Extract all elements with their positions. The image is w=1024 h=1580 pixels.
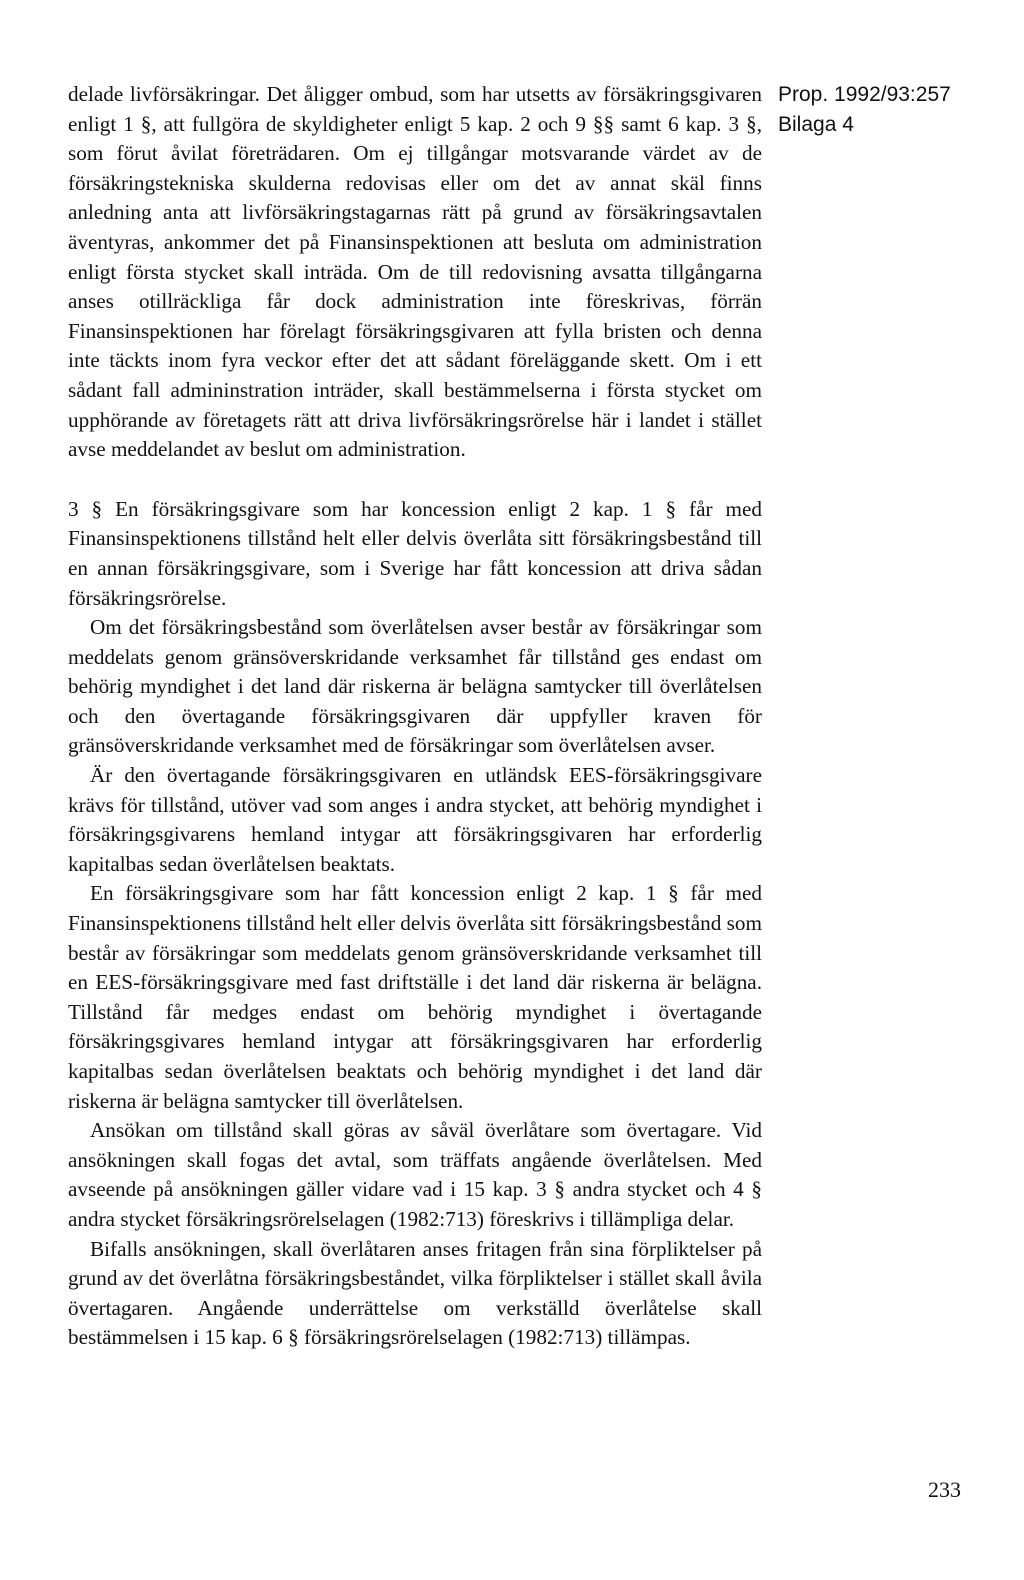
page-number: 233 [928, 1477, 961, 1502]
margin-reference [778, 80, 951, 139]
paragraph-application: Ansökan om tillstånd skall göras av såväl överlåtare som övertagare. Vid ansökningen skall fogas det avtal, som träffats angående överlåtelsen. Med avseende på ansökningen gäller vidare vad i 15 kap. 3 § andra stycket och 4 § andra stycket försäkringsrörelselagen (1982:713) föreskrivs i tillämpliga delar. [68, 1118, 762, 1231]
paragraph-continued: delade livförsäkringar. Det åligger ombud, som har utsetts av försäkringsgivaren enligt 1 §, att fullgöra de skyldigheter enligt 5 kap. 2 och 9 §§ samt 6 kap. 3 §, som förut åvilat företrädaren. Om ej tillgångar motsvarande värdet av de försäkringstekniska skulderna redovisas eller om det av annat skäl finns anledning anta att livförsäkringstagarnas rätt på grund av försäkringsavtalen äventyras, ankommer det på Finansinspektionen att besluta om administration enligt första stycket skall inträda. Om de till redovisning avsatta tillgångarna anses otillräckliga får dock administration inte föreskrivas, förrän Finansinspektionen har förelagt försäkringsgivaren att fylla bristen och denna inte täckts inom fyra veckor efter det att sådant föreläggande skett. Om i ett sådant fall admininstration inträder, skall bestämmelserna i första stycket om upphörande av företagets rätt att driva livförsäkringsrörelse här i landet i stället avse meddelandet av beslut om administration. [68, 82, 762, 462]
paragraph-cross-border: Om det försäkringsbestånd som överlåtelsen avser består av försäkringar som meddelats genom gränsöverskridande verksamhet får tillstånd ges endast om behörig myndighet i det land där riskerna är belägna samtycker till överlåtelsen och den övertagande försäkringsgivaren där uppfyller kraven för gränsöverskridande verksamhet med de försäkringar som överlåtelsen avser. [68, 615, 762, 758]
paragraph-approval: Bifalls ansökningen, skall överlåtaren anses fritagen från sina förpliktelser på grund av det överlåtna försäkringsbeståndet, vilka förpliktelser i stället skall åvila övertagaren. Angående underrättelse om verkställd överlåtelse skall bestämmelsen i 15 kap. 6 § försäkringsrörelselagen (1982:713) tillämpas. [68, 1236, 762, 1350]
paragraph-ees-transferee: Är den övertagande försäkringsgivaren en utländsk EES-försäkringsgivare krävs för tillstånd, utöver vad som anges i andra stycket, att behörig myndighet i försäkringsgivarens hemland intygar att försäkringsgivaren har erforderlig kapitalbas sedan överlåtelsen beaktats. [68, 763, 762, 876]
paragraph-transfer-to-ees: En försäkringsgivare som har fått koncession enligt 2 kap. 1 § får med Finansinspektionens tillstånd helt eller delvis överlåta sitt försäkringsbestånd som består av försäkringar som meddelats genom gränsöverskridande verksamhet till en EES-försäkringsgivare med fast driftställe i det land där riskerna är belägna. Tillstånd får medges endast om behörig myndighet i övertagande försäkringsgivares hemland intygar att försäkringsgivaren har erforderlig kapitalbas sedan överlåtelsen beaktats och behörig myndighet i det land där riskerna är belägna samtycker till överlåtelsen. [68, 881, 762, 1113]
proposition-reference: Prop. 1992/93:257 [778, 83, 951, 106]
paragraph-section-3: 3 § En försäkringsgivare som har koncession enligt 2 kap. 1 § får med Finansinspektionens tillstånd helt eller delvis överlåta sitt försäkringsbestånd till en annan försäkringsgivare, som i Sverige har fått koncession att driva sådan försäkringsrörelse. [68, 496, 762, 610]
appendix-label: Bilaga 4 [778, 112, 854, 136]
body-text [68, 80, 762, 1353]
